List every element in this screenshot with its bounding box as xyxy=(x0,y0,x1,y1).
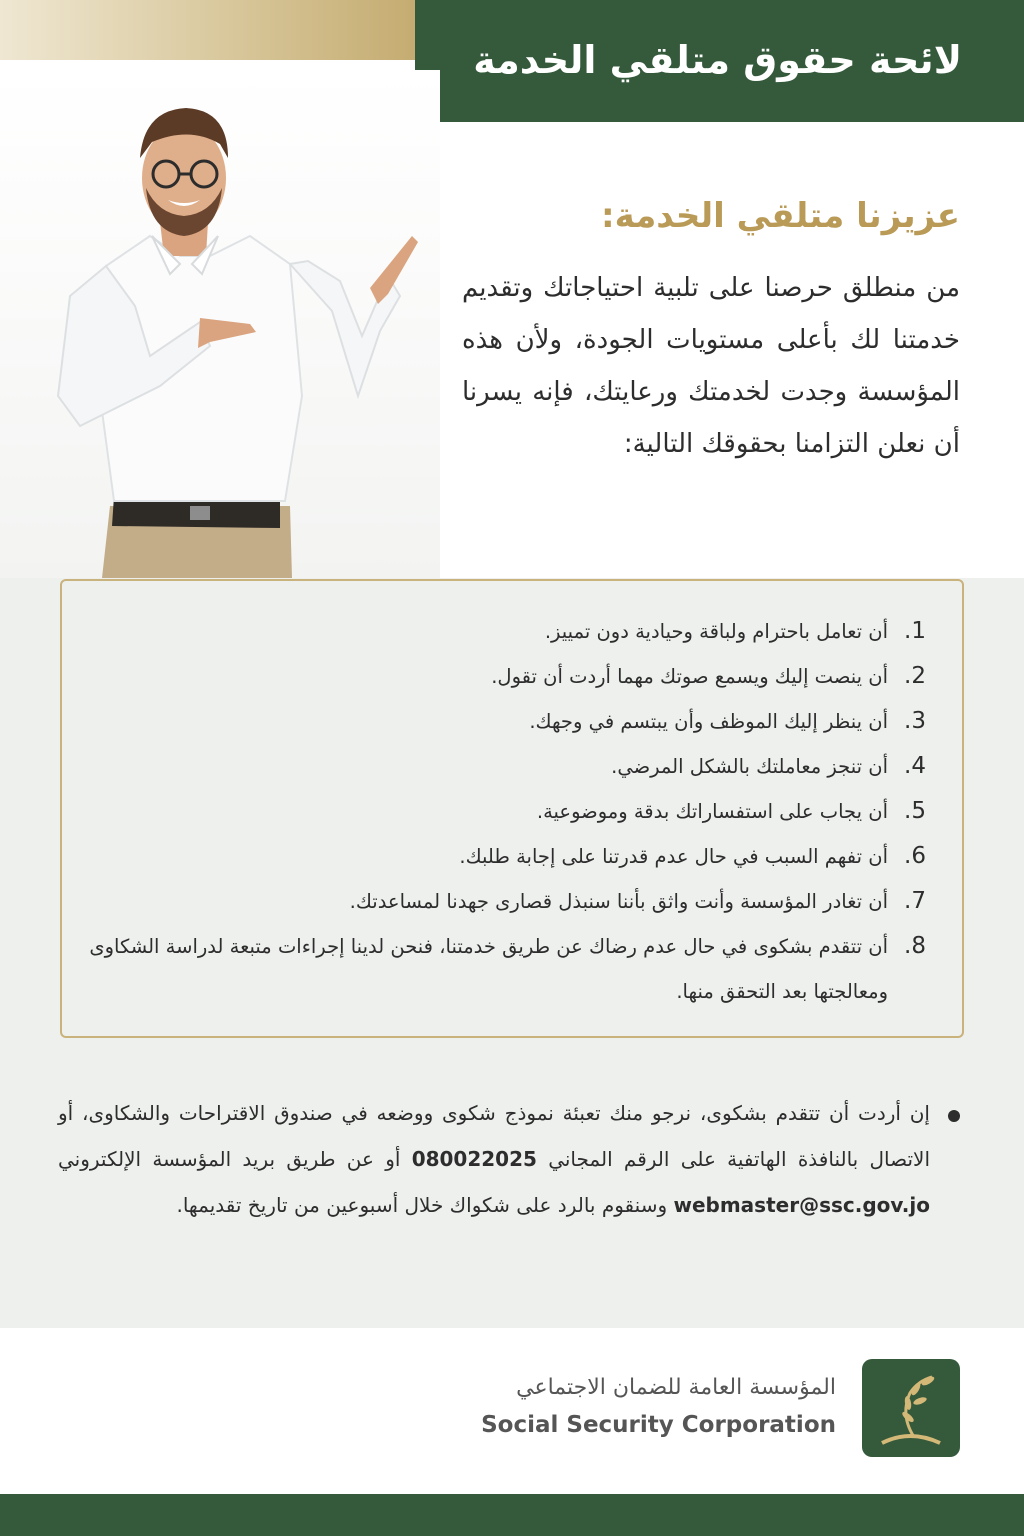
item-text: أن تتقدم بشكوى في حال عدم رضاك عن طريق خدمتنا، فنحن لدينا إجراءات متبعة لدراسة الشكاوى ومعالجتها بعد التحقق منها. xyxy=(89,935,888,1003)
item-number: 5. xyxy=(904,798,926,824)
complaint-info xyxy=(58,1090,970,1228)
item-text: أن تنجز معاملتك بالشكل المرضي. xyxy=(611,755,888,778)
item-text: أن تفهم السبب في حال عدم قدرتنا على إجابة طلبك. xyxy=(459,845,888,868)
greeting-heading: عزيزنا متلقي الخدمة: xyxy=(600,196,960,236)
item-text: أن ينصت إليك ويسمع صوتك مهما أردت أن تقول. xyxy=(491,665,888,688)
complaint-text-part: إن أردت أن تتقدم بشكوى، نرجو منك تعبئة نموذج شكوى ووضعه في صندوق الاقتراحات والشكاوى، أو الاتصال بالنافذة الهاتفية على الرقم المجاني xyxy=(58,1101,930,1171)
complaint-text-part: وسنقوم بالرد على شكواك خلال أسبوعين من تاريخ تقديمها. xyxy=(176,1193,674,1217)
item-number: 7. xyxy=(904,888,926,914)
item-number: 6. xyxy=(904,843,926,869)
org-name-arabic: المؤسسة العامة للضمان الاجتماعي xyxy=(516,1375,836,1400)
footer-bar xyxy=(0,1494,1024,1536)
item-number: 1. xyxy=(904,618,926,644)
complaint-text xyxy=(58,1090,930,1228)
rights-list-item xyxy=(86,924,926,1014)
item-number: 3. xyxy=(904,708,926,734)
rights-list-item xyxy=(86,789,926,834)
rights-list xyxy=(86,609,926,1014)
item-number: 2. xyxy=(904,663,926,689)
bullet-icon xyxy=(930,1090,970,1228)
intro-paragraph: من منطلق حرصنا على تلبية احتياجاتك وتقديم خدمتنا لك بأعلى مستويات الجودة، ولأن هذه المؤسسة وجدت لخدمتك ورعايتك، فإنه يسرنا أن نعلن التزامنا بحقوقك التالية: xyxy=(462,273,960,459)
toll-free-number[interactable]: 080022025 xyxy=(411,1147,537,1171)
complaint-text-part: أو عن طريق بريد المؤسسة الإلكتروني xyxy=(58,1147,412,1171)
title-banner xyxy=(415,0,1024,122)
item-number: 4. xyxy=(904,753,926,779)
rights-list-item xyxy=(86,744,926,789)
rights-list-item xyxy=(86,699,926,744)
olive-branch-logo-icon xyxy=(862,1359,960,1457)
item-text: أن تعامل باحترام ولباقة وحيادية دون تمييز. xyxy=(544,620,888,643)
rights-list-item xyxy=(86,654,926,699)
item-number: 8. xyxy=(904,933,926,959)
page-title: لائحة حقوق متلقي الخدمة xyxy=(473,38,962,82)
gold-header-band xyxy=(0,0,420,60)
org-name-english: Social Security Corporation xyxy=(481,1412,836,1438)
rights-list-item xyxy=(86,879,926,924)
item-text: أن يجاب على استفساراتك بدقة وموضوعية. xyxy=(536,800,888,823)
smiling-man-pointing-image xyxy=(40,96,430,578)
item-text: أن ينظر إليك الموظف وأن يبتسم في وجهك. xyxy=(529,710,888,733)
rights-list-item xyxy=(86,609,926,654)
rights-box xyxy=(60,579,964,1038)
item-text: أن تغادر المؤسسة وأنت واثق بأننا سنبذل قصارى جهدنا لمساعدتك. xyxy=(349,890,888,913)
rights-list-item xyxy=(86,834,926,879)
email-link[interactable]: webmaster@ssc.gov.jo xyxy=(673,1193,930,1217)
